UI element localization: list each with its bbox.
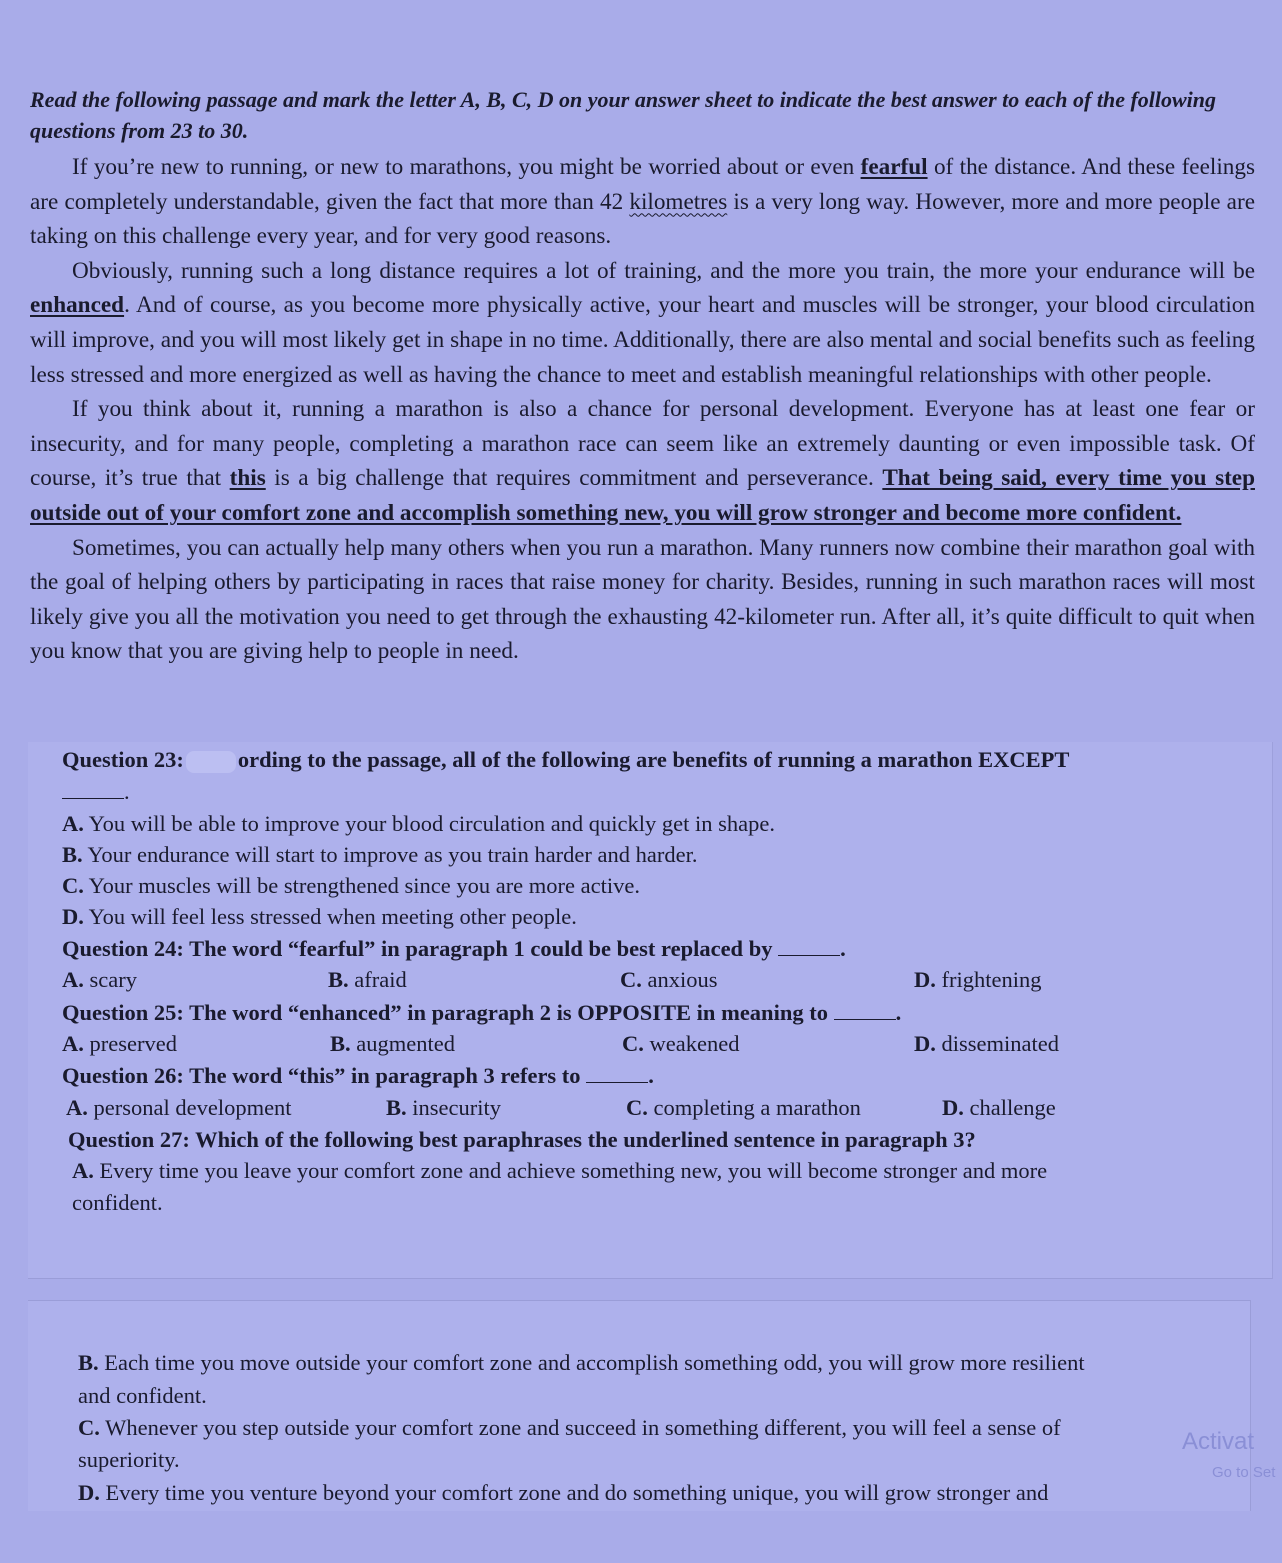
question-23: Question 23: ording to the passage, all of the following are benefits of running a marathon EXCEPT [62,747,1070,772]
q26-option-b[interactable]: B. insecurity [386,1095,501,1120]
q27-option-c[interactable]: C. Whenever you step outside your comfort zone and succeed in something different, you will feel a sense of [78,1415,1061,1440]
underlined-sentence: That being said, every time you step outside out of your comfort zone and accomplish something new, you will grow stronger and become more confident. [30,465,1255,526]
paragraph-3: If you think about it, running a marathon is also a chance for personal development. Everyone has at least one fear or insecurity, and for many people, completing a marathon race can seem like an extremely daunting or even impossible task. Of course, it’s true that this is a big challenge that requires commitment and perseverance. That being said, every time you step outside out of your comfort zone and accomplish something new, you will grow stronger and become more confident. [30,396,1255,526]
q25-option-c[interactable]: C. weakened [622,1031,740,1056]
q23-option-d[interactable]: D. You will feel less stressed when meeting other people. [62,904,577,929]
q24-option-d[interactable]: D. frightening [914,967,1042,992]
paragraph-4: Sometimes, you can actually help many others when you run a marathon. Many runners now combine their marathon goal with the goal of helping others by participating in races that raise money for charity. Besides, running in such marathon races will most likely give you all the motivation you need to get through the exhausting 42-kilometer run. After all, it’s quite difficult to quit when you know that you are giving help to people in need. [30,534,1255,665]
q27-option-b-cont: and confident. [78,1383,207,1408]
q26-option-d[interactable]: D. challenge [942,1095,1056,1120]
q26-option-a[interactable]: A. personal development [66,1095,292,1120]
instructions: Read the following passage and mark the letter A, B, C, D on your answer sheet to indicate the best answer to each of the following questions from 23 to 30. [30,87,1217,143]
question-27: Question 27: Which of the following best paraphrases the underlined sentence in paragraph 3? [68,1127,976,1152]
question-24: Question 24: The word “fearful” in paragraph 1 could be best replaced by . [62,936,846,961]
answer-blank [586,1064,648,1083]
q24-option-c[interactable]: C. anxious [620,967,718,992]
question-26: Question 26: The word “this” in paragraph 3 refers to . [62,1063,654,1088]
q24-option-b[interactable]: B. afraid [328,967,407,992]
q27-option-d[interactable]: D. Every time you venture beyond your comfort zone and do something unique, you will grow stronger and [78,1480,1049,1505]
answer-blank [62,780,124,799]
q24-option-a[interactable]: A. scary [62,967,137,992]
q23-option-c[interactable]: C. Your muscles will be strengthened since you are more active. [62,873,640,898]
word-fearful: fearful [860,154,928,180]
word-this: this [229,465,266,492]
q26-option-c[interactable]: C. completing a marathon [626,1095,861,1120]
q23-option-a[interactable]: A. You will be able to improve your blood circulation and quickly get in shape. [62,811,776,836]
word-kilometres: kilometres [629,188,728,215]
activation-watermark-sub: Go to Set [1212,1464,1276,1481]
q27-option-a[interactable]: A. Every time you leave your comfort zone and achieve something new, you will become stronger and more [72,1158,1048,1183]
answer-blank [834,1001,896,1020]
activation-watermark: Activat [1182,1428,1255,1455]
question-25: Question 25: The word “enhanced” in paragraph 2 is OPPOSITE in meaning to . [62,1000,902,1025]
reading-passage [30,84,1255,669]
q27-option-a-cont: confident. [72,1190,163,1215]
q25-option-a[interactable]: A. preserved [62,1031,177,1056]
obscured-text [186,751,236,773]
paragraph-2: Obviously, running such a long distance requires a lot of training, and the more you train, the more your endurance will be enhanced. And of course, as you become more physically active, your heart and muscles will be stronger, your blood circulation will improve, and you will most likely get in shape in no time. Additionally, there are also mental and social benefits such as feeling less stressed and more energized as well as having the chance to meet and establish meaningful relationships with other people. [30,257,1255,388]
q27-option-b[interactable]: B. Each time you move outside your comfort zone and accomplish something odd, you will grow more resilient [78,1350,1085,1375]
question-23-blank: . [62,776,1242,807]
word-enhanced: enhanced [30,292,125,319]
paragraph-1: If you’re new to running, or new to marathons, you might be worried about or even fearful of the distance. And these feelings are completely understandable, given the fact that more than 42 kilometres is a very long way. However, more and more people are taking on this challenge every year, and for very good reasons. [30,154,1255,250]
q25-option-b[interactable]: B. augmented [330,1031,455,1056]
q23-option-b[interactable]: B. Your endurance will start to improve as you train harder and harder. [62,842,698,867]
q25-option-d[interactable]: D. disseminated [914,1031,1059,1056]
q27-option-c-cont: superiority. [78,1447,180,1472]
answer-blank [778,937,840,956]
